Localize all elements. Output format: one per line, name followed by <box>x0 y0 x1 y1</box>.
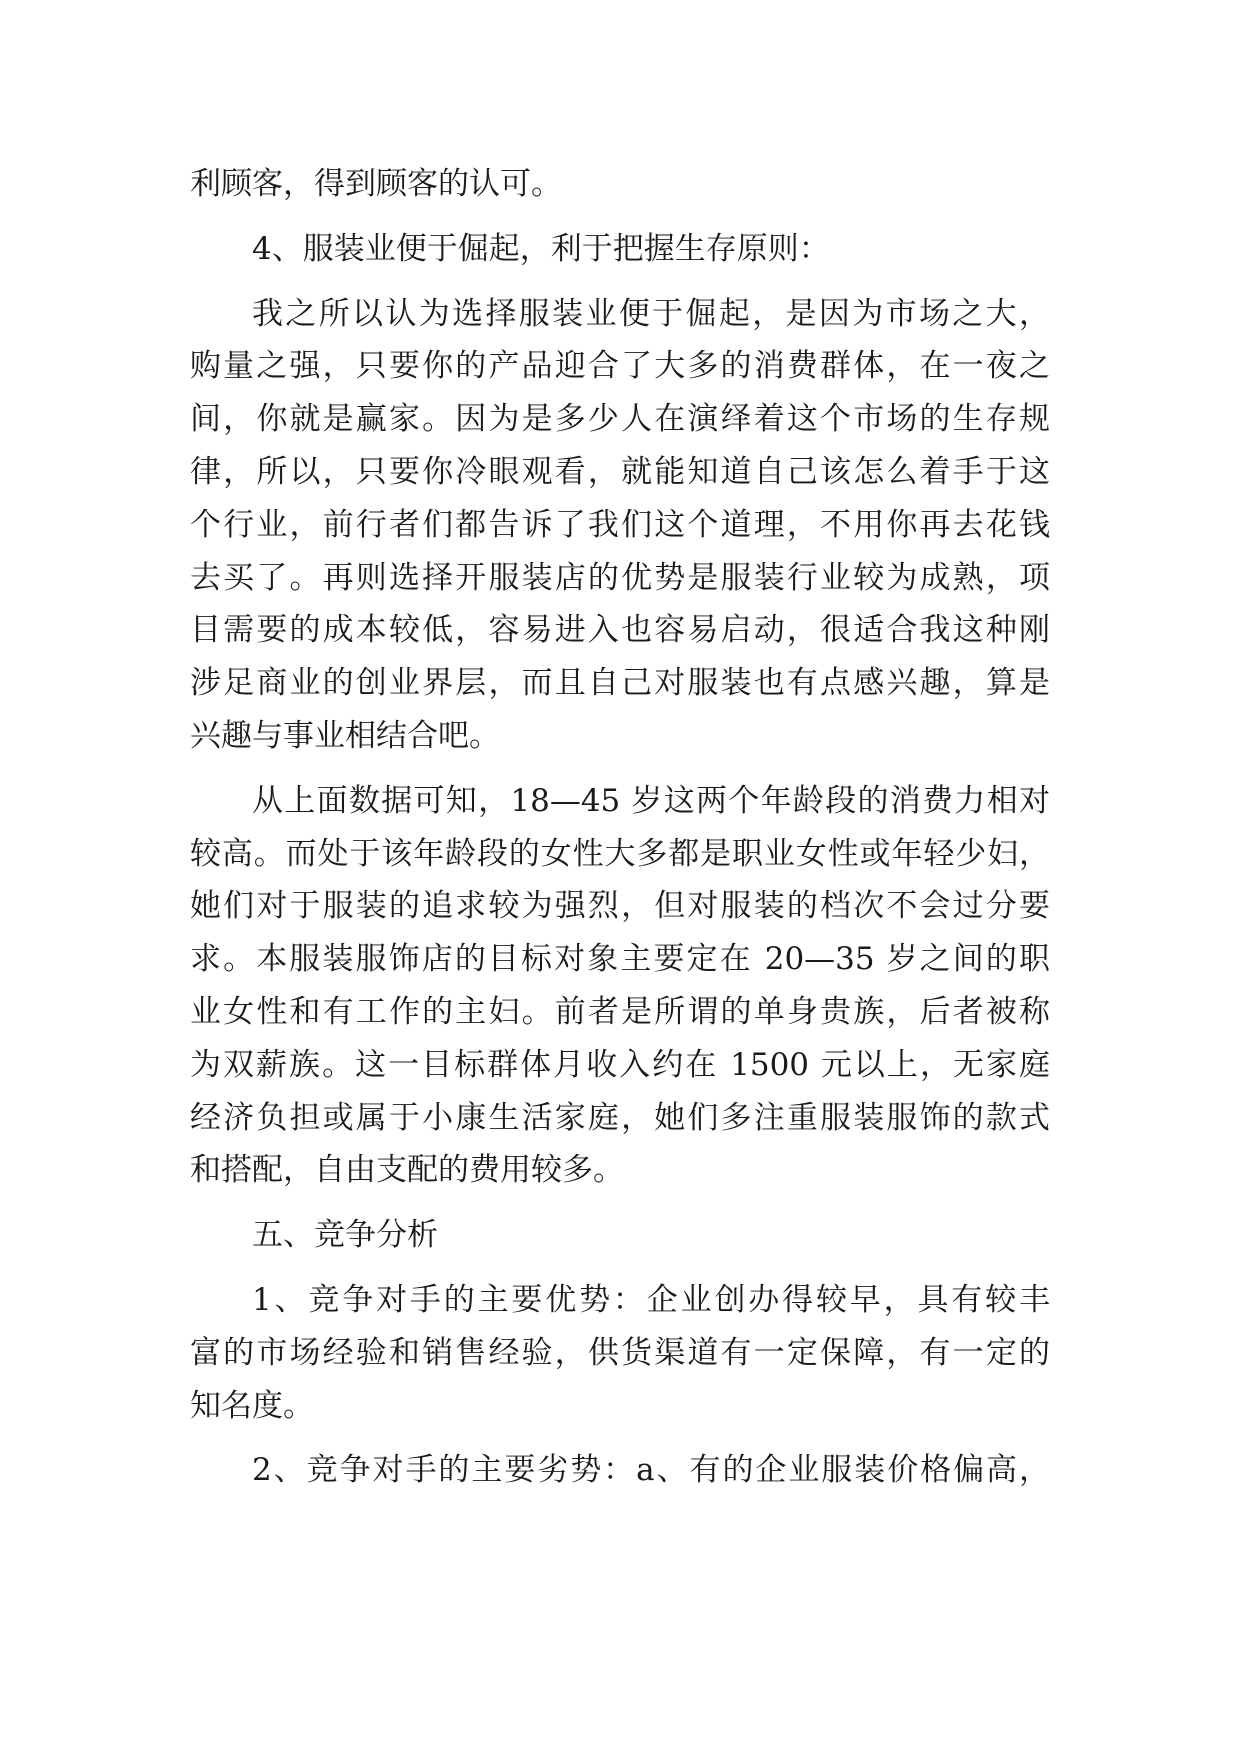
text-line: 富的市场经验和销售经验，供货渠道有一定保障，有一定的 <box>190 1334 1050 1371</box>
text-line: 涉足商业的创业界层，而且自己对服装也有点感兴趣，算是 <box>190 665 1050 702</box>
paragraph-gap <box>190 211 1050 223</box>
text-line: 知名度。 <box>190 1387 314 1424</box>
text-line: 业女性和有工作的主妇。前者是所谓的单身贵族，后者被称 <box>190 993 1050 1030</box>
text-line: 2、竞争对手的主要劣势：a、有的企业服装价格偏高， <box>252 1452 1050 1489</box>
text-line: 我之所以认为选择服装业便于倔起，是因为市场之大， <box>252 295 1050 332</box>
text-line: 利顾客，得到顾客的认可。 <box>190 166 562 202</box>
text-line: 去买了。再则选择开服装店的优势是服装行业较为成熟，项 <box>190 559 1050 596</box>
paragraph-gap <box>190 1197 1050 1209</box>
text-line: 为双薪族。这一目标群体月收入约在 1500 元以上，无家庭 <box>190 1046 1050 1083</box>
paragraph-gap <box>190 1262 1050 1274</box>
text-line: 求。本服装服饰店的目标对象主要定在 20—35 岁之间的职 <box>190 941 1050 978</box>
text-line: 她们对于服装的追求较为强烈，但对服装的档次不会过分要 <box>190 888 1050 925</box>
paragraph-gap <box>190 1432 1050 1444</box>
text-line: 五、竞争分析 <box>252 1217 438 1254</box>
paragraph-gap <box>190 763 1050 775</box>
paragraph-gap <box>190 276 1050 288</box>
text-line: 和搭配，自由支配的费用较多。 <box>190 1152 624 1189</box>
text-line: 购量之强，只要你的产品迎合了大多的消费群体，在一夜之 <box>190 348 1050 385</box>
text-line: 从上面数据可知，18—45 岁这两个年龄段的消费力相对 <box>252 782 1050 819</box>
text-line: 间，你就是赢家。因为是多少人在演绎着这个市场的生存规 <box>190 401 1050 438</box>
text-line: 较高。而处于该年龄段的女性大多都是职业女性或年轻少妇， <box>190 835 1050 872</box>
text-line: 目需要的成本较低，容易进入也容易启动，很适合我这种刚 <box>190 612 1050 649</box>
text-line: 律，所以，只要你冷眼观看，就能知道自己该怎么着手于这 <box>190 453 1050 490</box>
text-line: 1、竞争对手的主要优势：企业创办得较早，具有较丰 <box>252 1281 1050 1318</box>
document-body <box>190 158 1050 1497</box>
text-line: 4、服装业便于倔起，利于把握生存原则： <box>252 230 830 267</box>
text-line: 个行业，前行者们都告诉了我们这个道理，不用你再去花钱 <box>190 506 1050 543</box>
text-line: 经济负担或属于小康生活家庭，她们多注重服装服饰的款式 <box>190 1099 1050 1136</box>
text-line: 兴趣与事业相结合吧。 <box>190 717 500 754</box>
